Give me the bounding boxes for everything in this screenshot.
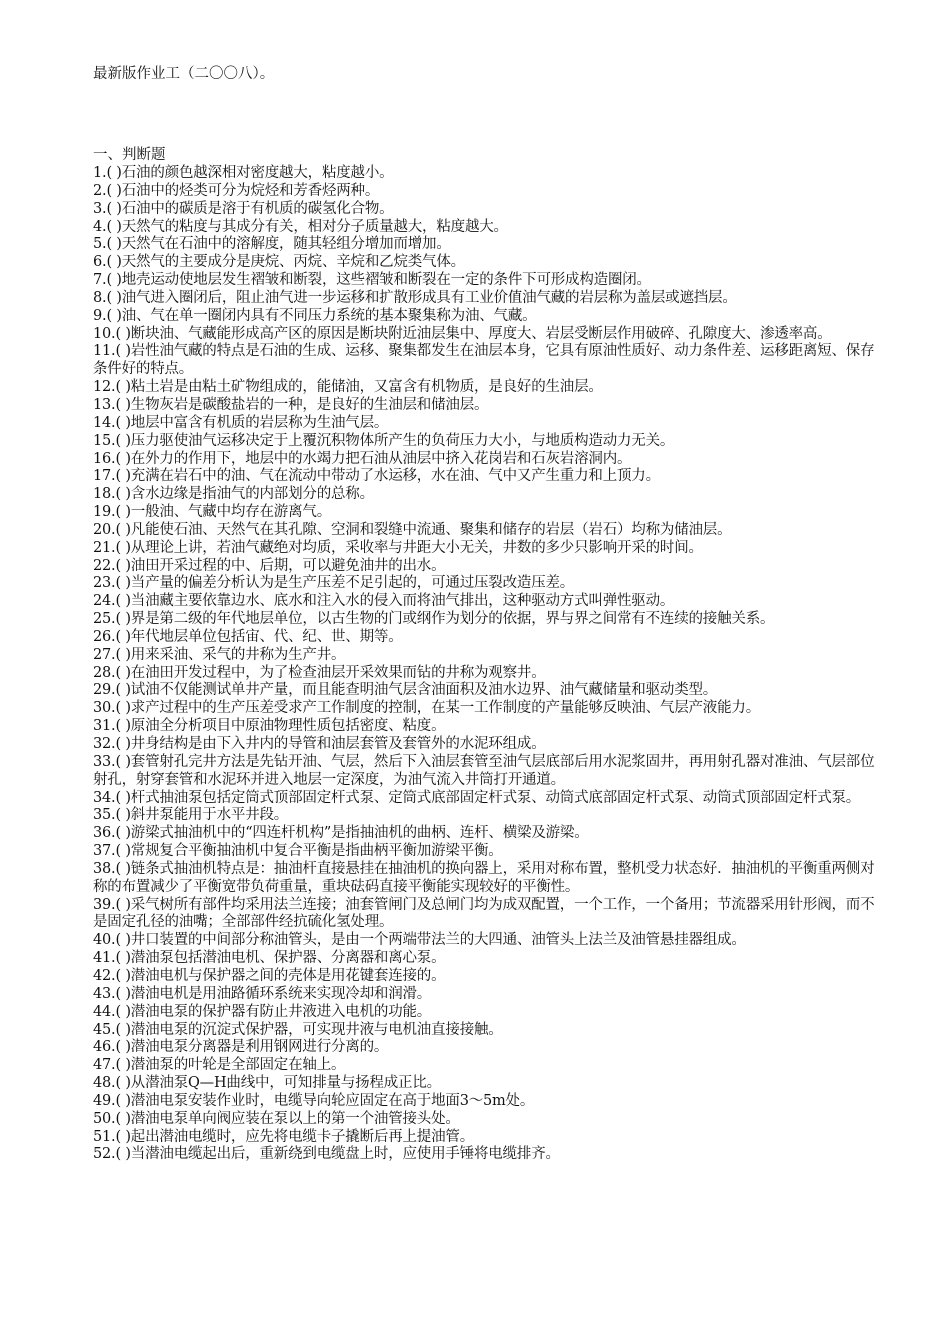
question-number: 21. xyxy=(93,539,116,556)
question-number: 44. xyxy=(93,1003,116,1020)
question-text: ( )生物灰岩是碳酸盐岩的一种，是良好的生油层和储油层。 xyxy=(115,396,489,413)
question-number: 22. xyxy=(93,557,116,574)
question-text: ( )用来采油、采气的井称为生产井。 xyxy=(115,646,346,663)
question-number: 1. xyxy=(93,165,107,181)
question-item xyxy=(93,861,878,897)
question-item xyxy=(93,647,878,665)
question-item xyxy=(93,1129,878,1147)
question-text: ( )杆式抽油泵包括定筒式顶部固定杆式泵、定筒式底部固定杆式泵、动筒式底部固定杆式泵、动筒式顶部固定杆式泵。 xyxy=(115,789,861,806)
question-text: ( )当产量的偏差分析认为是生产压差不足引起的，可通过压裂改造压差。 xyxy=(115,575,575,592)
question-item xyxy=(93,397,878,415)
question-text: ( )潜油电泵分离器是利用钢网进行分离的。 xyxy=(115,1039,389,1056)
question-number: 19. xyxy=(93,504,116,521)
question-item xyxy=(93,415,878,433)
question-item xyxy=(93,254,878,272)
question-item xyxy=(93,1039,878,1057)
question-number: 45. xyxy=(93,1021,116,1038)
question-item xyxy=(93,790,878,808)
question-text: ( )当潜油电缆起出后，重新绕到电缆盘上时，应使用手锤将电缆排齐。 xyxy=(115,1146,560,1163)
question-item xyxy=(93,219,878,237)
question-number: 41. xyxy=(93,950,116,967)
question-text: ( )断块油、气藏能形成高产区的原因是断块附近油层集中、厚度大、岩层受断层作用破碎、孔隙度大、渗透率高。 xyxy=(115,325,832,342)
question-item xyxy=(93,504,878,522)
question-text: ( )石油中的烃类可分为烷烃和芳香烃两种。 xyxy=(106,182,380,199)
question-number: 51. xyxy=(93,1128,116,1145)
document-title: 最新版作业工（二〇〇八）。 xyxy=(93,66,275,82)
question-item xyxy=(93,558,878,576)
question-item xyxy=(93,986,878,1004)
question-text: ( )采气树所有部件均采用法兰连接；油套管闸门及总闸门均为成双配置，一个工作，一个备用；节流器采用针形阀，而不是固定孔径的油嘴；全部部件经抗硫化氢处理。 xyxy=(93,896,875,931)
question-item xyxy=(93,1057,878,1075)
question-item xyxy=(93,201,878,219)
question-item xyxy=(93,897,878,933)
question-item xyxy=(93,183,878,201)
question-number: 16. xyxy=(93,450,116,467)
question-number: 48. xyxy=(93,1075,116,1092)
question-text: ( )天然气的粘度与其成分有关，相对分子质量越大，粘度越大。 xyxy=(106,218,508,235)
question-item xyxy=(93,308,878,326)
question-item xyxy=(93,343,878,379)
question-item xyxy=(93,1111,878,1129)
question-text: ( )年代地层单位包括宙、代、纪、世、期等。 xyxy=(115,628,403,645)
question-item xyxy=(93,968,878,986)
question-number: 29. xyxy=(93,682,116,699)
question-item xyxy=(93,522,878,540)
question-item xyxy=(93,1075,878,1093)
question-text: ( )从潜油泵Q—H曲线中，可知排量与扬程成正比。 xyxy=(115,1075,441,1092)
question-number: 35. xyxy=(93,807,116,824)
question-text: ( )油气进入圈闭后，阻止油气进一步运移和扩散形成具有工业价值油气藏的岩层称为盖层或遮挡层。 xyxy=(106,289,737,306)
question-number: 18. xyxy=(93,486,116,503)
question-number: 10. xyxy=(93,325,116,342)
question-item xyxy=(93,165,878,183)
question-text: ( )当油藏主要依靠边水、底水和注入水的侵入而将油气排出，这种驱动方式叫弹性驱动。 xyxy=(115,593,675,610)
question-item xyxy=(93,611,878,629)
question-number: 28. xyxy=(93,664,116,681)
question-text: ( )在外力的作用下，地层中的水竭力把石油从油层中挤入花岗岩和石灰岩溶洞内。 xyxy=(115,450,632,467)
question-number: 12. xyxy=(93,379,116,396)
question-item xyxy=(93,736,878,754)
question-text: ( )粘土岩是由粘土矿物组成的，能储油，又富含有机物质，是良好的生油层。 xyxy=(115,379,603,396)
question-text: ( )在油田开发过程中，为了检查油层开采效果而钻的井称为观察井。 xyxy=(115,664,546,681)
question-text: ( )一般油、气藏中均存在游离气。 xyxy=(115,504,331,521)
question-number: 32. xyxy=(93,736,116,752)
question-number: 4. xyxy=(93,218,107,235)
question-number: 20. xyxy=(93,521,116,538)
question-item xyxy=(93,575,878,593)
question-text: ( )套管射孔完井方法是先钻开油、气层，然后下入油层套管至油气层底部后用水泥浆固井，再用射孔器对准油、气层部位射孔，射穿套管和水泥环并进入地层一定深度，为油气流入井筒打开通道。 xyxy=(93,753,875,788)
question-text: ( )界是第二级的年代地层单位，以古生物的门或纲作为划分的依据，界与界之间常有不连续的接触关系。 xyxy=(115,611,775,628)
question-number: 25. xyxy=(93,611,116,628)
question-number: 47. xyxy=(93,1057,116,1074)
question-text: ( )油、气在单一圈闭内具有不同压力系统的基本聚集称为油、气藏。 xyxy=(106,307,537,324)
question-text: ( )潜油泵的叶轮是全部固定在轴上。 xyxy=(115,1057,346,1074)
question-text: ( )石油中的碳质是溶于有机质的碳氢化合物。 xyxy=(106,200,394,217)
question-number: 26. xyxy=(93,628,116,645)
question-number: 38. xyxy=(93,860,116,877)
question-item xyxy=(93,932,878,950)
question-item xyxy=(93,807,878,825)
question-item xyxy=(93,468,878,486)
question-text: ( )天然气在石油中的溶解度，随其轻组分增加而增加。 xyxy=(106,236,451,253)
question-number: 46. xyxy=(93,1039,116,1056)
question-number: 42. xyxy=(93,967,116,984)
question-item xyxy=(93,629,878,647)
question-item xyxy=(93,1146,878,1164)
question-text: ( )求产过程中的生产压差受求产工作制度的控制，在某一工作制度的产量能够反映油、气层产液能力。 xyxy=(115,700,760,717)
question-text: ( )井身结构是由下入井内的导管和油层套管及套管外的水泥环组成。 xyxy=(115,736,546,752)
question-number: 7. xyxy=(93,272,107,289)
section-heading: 一、判断题 xyxy=(93,147,166,163)
question-number: 15. xyxy=(93,432,116,449)
question-list xyxy=(93,165,878,1164)
question-number: 6. xyxy=(93,254,107,271)
question-item xyxy=(93,950,878,968)
question-number: 3. xyxy=(93,200,107,217)
question-item xyxy=(93,1022,878,1040)
question-text: ( )充满在岩石中的油、气在流动中带动了水运移，水在油、气中又产生重力和上顶力。 xyxy=(115,468,660,485)
question-number: 49. xyxy=(93,1092,116,1109)
question-text: ( )岩性油气藏的特点是石油的生成、运移、聚集都发生在油层本身，它具有原油性质好、动力条件差、运移距离短、保存条件好的特点。 xyxy=(93,343,875,378)
question-text: ( )含水边缘是指油气的内部划分的总称。 xyxy=(115,486,374,503)
question-text: ( )游梁式抽油机中的“四连杆机构”是指抽油机的曲柄、连杆、横梁及游梁。 xyxy=(115,825,589,842)
question-number: 8. xyxy=(93,289,107,306)
question-number: 37. xyxy=(93,843,116,860)
question-text: ( )从理论上讲，若油气藏绝对均质，采收率与井距大小无关，井数的多少只影响开采的时间。 xyxy=(115,539,703,556)
document-page xyxy=(93,64,878,1164)
question-text: ( )链条式抽油机特点是：抽油杆直接悬挂在抽油机的换向器上，采用对称布置，整机受力状态好．抽油机的平衡重两侧对称的布置减少了平衡宽带负荷重量，重块砝码直接平衡能实现较好的平衡性。 xyxy=(93,860,875,895)
question-item xyxy=(93,379,878,397)
question-number: 2. xyxy=(93,182,107,199)
question-text: ( )地层中富含有机质的岩层称为生油气层。 xyxy=(115,414,389,431)
question-item xyxy=(93,290,878,308)
question-item xyxy=(93,486,878,504)
question-text: ( )井口装置的中间部分称油管头，是由一个两端带法兰的大四通、油管头上法兰及油管悬挂器组成。 xyxy=(115,932,746,949)
question-number: 13. xyxy=(93,396,116,413)
question-item xyxy=(93,843,878,861)
question-item xyxy=(93,700,878,718)
question-item xyxy=(93,1093,878,1111)
question-text: ( )潜油电机与保护器之间的壳体是用花键套连接的。 xyxy=(115,967,446,984)
question-number: 33. xyxy=(93,753,116,770)
question-item xyxy=(93,451,878,469)
question-text: ( )潜油电泵安装作业时，电缆导向轮应固定在高于地面3～5m处。 xyxy=(115,1092,535,1109)
question-text: ( )天然气的主要成分是庚烷、丙烷、辛烷和乙烷类气体。 xyxy=(106,254,465,271)
question-item xyxy=(93,593,878,611)
question-number: 9. xyxy=(93,307,107,324)
question-text: ( )原油全分析项目中原油物理性质包括密度、粘度。 xyxy=(115,718,446,735)
question-item xyxy=(93,754,878,790)
question-text: ( )潜油电机是用油路循环系统来实现冷却和润滑。 xyxy=(115,985,432,1002)
question-text: ( )潜油电泵的保护器有防止井液进入电机的功能。 xyxy=(115,1003,432,1020)
question-text: ( )常规复合平衡抽油机中复合平衡是指曲柄平衡加游梁平衡。 xyxy=(115,843,503,860)
question-text: ( )潜油电泵单向阀应装在泵以上的第一个油管接头处。 xyxy=(115,1110,460,1127)
question-item xyxy=(93,540,878,558)
question-number: 14. xyxy=(93,414,116,431)
question-number: 31. xyxy=(93,718,116,735)
question-item xyxy=(93,236,878,254)
question-number: 27. xyxy=(93,646,116,663)
question-text: ( )地壳运动使地层发生褶皱和断裂，这些褶皱和断裂在一定的条件下可形成构造圈闭。 xyxy=(106,272,651,289)
question-item xyxy=(93,718,878,736)
question-text: ( )潜油泵包括潜油电机、保护器、分离器和离心泵。 xyxy=(115,950,446,967)
question-text: ( )石油的颜色越深相对密度越大，粘度越小。 xyxy=(106,165,394,181)
question-number: 5. xyxy=(93,236,107,253)
question-number: 43. xyxy=(93,985,116,1002)
question-text: ( )油田开采过程的中、后期，可以避免油井的出水。 xyxy=(115,557,446,574)
question-item xyxy=(93,665,878,683)
question-number: 36. xyxy=(93,825,116,842)
question-text: ( )压力驱使油气运移决定于上覆沉积物体所产生的负荷压力大小，与地质构造动力无关。 xyxy=(115,432,675,449)
question-number: 40. xyxy=(93,932,116,949)
question-number: 30. xyxy=(93,700,116,717)
question-number: 39. xyxy=(93,896,116,913)
question-text: ( )凡能使石油、天然气在其孔隙、空洞和裂缝中流通、聚集和储存的岩层（岩石）均称为储油层。 xyxy=(115,521,732,538)
question-number: 23. xyxy=(93,575,116,592)
question-item xyxy=(93,825,878,843)
question-text: ( )试油不仅能测试单井产量，而且能查明油气层含油面积及油水边界、油气藏储量和驱动类型。 xyxy=(115,682,718,699)
question-number: 50. xyxy=(93,1110,116,1127)
question-text: ( )起出潜油电缆时，应先将电缆卡子撬断后再上提油管。 xyxy=(115,1128,474,1145)
question-number: 34. xyxy=(93,789,116,806)
question-item xyxy=(93,433,878,451)
question-number: 17. xyxy=(93,468,116,485)
question-item xyxy=(93,682,878,700)
question-number: 52. xyxy=(93,1146,116,1163)
question-item xyxy=(93,272,878,290)
question-item xyxy=(93,326,878,344)
question-number: 24. xyxy=(93,593,116,610)
question-number: 11. xyxy=(93,343,116,360)
question-text: ( )潜油电泵的沉淀式保护器，可实现井液与电机油直接接触。 xyxy=(115,1021,503,1038)
question-text: ( )斜井泵能用于水平井段。 xyxy=(115,807,289,824)
question-item xyxy=(93,1004,878,1022)
